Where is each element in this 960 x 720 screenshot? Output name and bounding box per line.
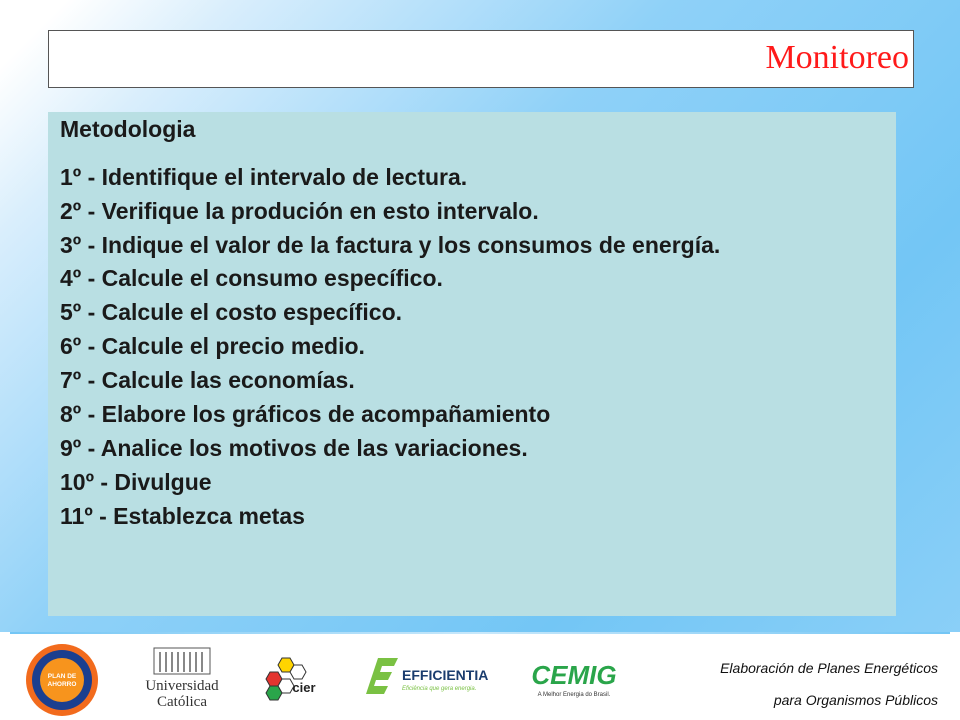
svg-text:cier: cier xyxy=(292,680,316,695)
list-item: 2º - Verifique la produción en esto intervalo. xyxy=(60,198,539,224)
footer-divider xyxy=(10,632,950,634)
page-title: Monitoreo xyxy=(765,39,909,76)
list-item: 8º - Elabore los gráficos de acompañamiento xyxy=(60,401,551,427)
content-panel xyxy=(48,112,896,616)
section-heading: Metodologia xyxy=(60,116,196,142)
svg-text:Universidad: Universidad xyxy=(145,678,219,694)
cier-logo xyxy=(262,654,322,712)
list-item: 3º - Indique el valor de la factura y los consumos de energía. xyxy=(60,232,721,258)
list-item: 11º - Establezca metas xyxy=(60,503,305,529)
list-item: 7º - Calcule las economías. xyxy=(60,367,355,393)
svg-text:PLAN DE: PLAN DE xyxy=(47,673,77,680)
list-item: 1º - Identifique el intervalo de lectura. xyxy=(60,164,468,190)
list-item: 9º - Analice los motivos de las variaciones. xyxy=(60,435,528,461)
list-item: 5º - Calcule el costo específico. xyxy=(60,299,403,325)
svg-text:EFFICIENTIA: EFFICIENTIA xyxy=(402,667,489,683)
footer-caption-line1: Elaboración de Planes Energéticos xyxy=(720,660,938,676)
cemig-logo xyxy=(524,654,624,702)
list-item: 4º - Calcule el consumo específico. xyxy=(60,265,443,291)
list-item: 6º - Calcule el precio medio. xyxy=(60,333,365,359)
svg-text:Católica: Católica xyxy=(157,694,207,710)
svg-text:AHORRO: AHORRO xyxy=(47,681,77,688)
footer-caption-line2: para Organismos Públicos xyxy=(773,692,938,708)
plan-ahorro-logo xyxy=(24,642,100,718)
list-item: 10º - Divulgue xyxy=(60,469,212,495)
title-box xyxy=(48,30,914,88)
svg-text:CEMIG: CEMIG xyxy=(531,660,617,690)
svg-text:A Melhor Energia do Brasil.: A Melhor Energia do Brasil. xyxy=(537,692,611,698)
steps-list xyxy=(60,164,884,530)
universidad-catolica-logo xyxy=(132,646,232,716)
efficientia-logo xyxy=(364,654,494,702)
svg-text:Eficiência que gera energia.: Eficiência que gera energia. xyxy=(402,686,477,692)
